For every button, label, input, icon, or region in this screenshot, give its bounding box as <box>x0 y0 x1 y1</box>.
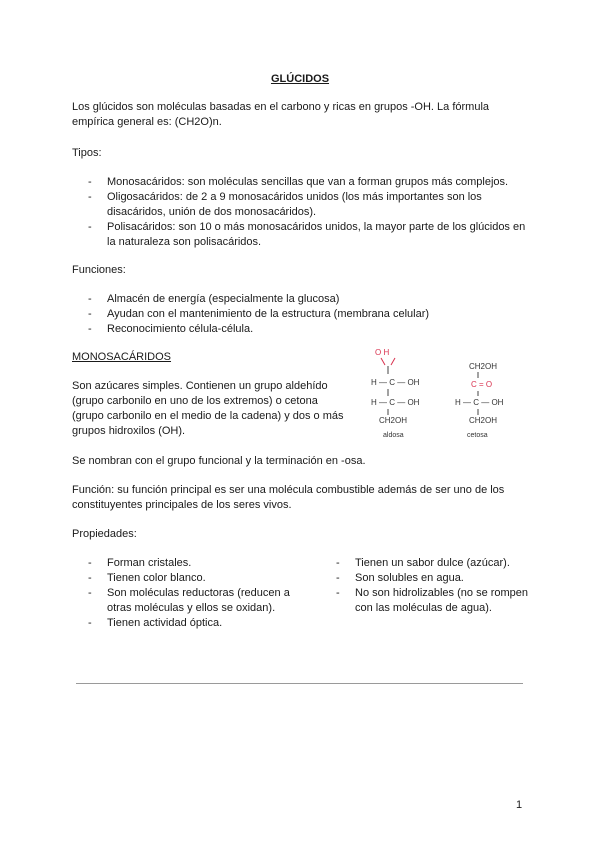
page-number: 1 <box>516 799 523 811</box>
monosacaridos-description: Son azúcares simples. Contienen un grupo aldehído (grupo carbonilo en uno de los extremos) o cetona (grupo carbonilo en el medio de la cadena) y dos o más grupos hidroxilos (OH). <box>72 380 344 437</box>
horizontal-divider <box>76 683 523 684</box>
list-item: - Almacén de energía (especialmente la glucosa) <box>88 292 528 307</box>
cetosa-top: CH2OH <box>469 362 498 371</box>
list-item: - Monosacáridos: son moléculas sencillas que van a forman grupos más complejos. <box>88 175 528 190</box>
list-item: - Son solubles en agua. <box>336 571 536 586</box>
tipos-label: Tipos: <box>72 147 102 159</box>
monosacaridos-heading: MONOSACÁRIDOS <box>72 351 172 363</box>
list-item: - No son hidrolizables (no se rompen con las moléculas de agua). <box>336 586 536 616</box>
list-item: - Tienen color blanco. <box>88 571 293 586</box>
propiedades-list-left <box>88 556 293 631</box>
list-item: - Tienen actividad óptica. <box>88 616 293 631</box>
tipos-list <box>88 175 528 250</box>
list-item: - Oligosacáridos: de 2 a 9 monosacáridos unidos (los más importantes son los disacáridos, unión de dos monosacáridos). <box>88 190 528 220</box>
cetosa-bottom: CH2OH <box>469 416 498 425</box>
funciones-label: Funciones: <box>72 264 126 276</box>
cetosa-structure <box>455 362 504 439</box>
propiedades-label: Propiedades: <box>72 528 137 540</box>
monosaccharide-structures-diagram <box>365 344 515 444</box>
funcion-paragraph: Función: su función principal es ser una molécula combustible además de ser uno de los constituyentes principales de los seres vivos. <box>72 484 505 511</box>
list-item: - Tienen un sabor dulce (azúcar). <box>336 556 536 571</box>
nombran-paragraph: Se nombran con el grupo funcional y la terminación en -osa. <box>72 455 366 467</box>
list-item: - Polisacáridos: son 10 o más monosacáridos unidos, la mayor parte de los glúcidos en la naturaleza son polisacáridos. <box>88 220 528 250</box>
cetosa-label: cetosa <box>467 432 488 439</box>
cetosa-carbonyl: C = O <box>471 380 493 389</box>
propiedades-list-right <box>336 556 536 616</box>
list-item: - Ayudan con el mantenimiento de la estructura (membrana celular) <box>88 307 528 322</box>
list-item: - Reconocimiento célula-célula. <box>88 322 528 337</box>
aldosa-bottom: CH2OH <box>379 416 408 425</box>
cetosa-row: H — C — OH <box>455 398 504 407</box>
aldosa-row-2: H — C — OH <box>371 398 420 407</box>
page-title: GLÚCIDOS <box>270 73 330 85</box>
aldosa-structure <box>371 348 420 439</box>
list-item: - Forman cristales. <box>88 556 293 571</box>
aldosa-label: aldosa <box>383 432 404 439</box>
funciones-list <box>88 292 528 337</box>
intro-paragraph: Los glúcidos son moléculas basadas en el carbono y ricas en grupos -OH. La fórmula empírica general es: (CH2O)n. <box>72 101 490 128</box>
list-item: - Son moléculas reductoras (reducen a otras moléculas y ellos se oxidan). <box>88 586 293 616</box>
aldosa-row-1: H — C — OH <box>371 378 420 387</box>
aldosa-top: O H <box>375 348 390 357</box>
